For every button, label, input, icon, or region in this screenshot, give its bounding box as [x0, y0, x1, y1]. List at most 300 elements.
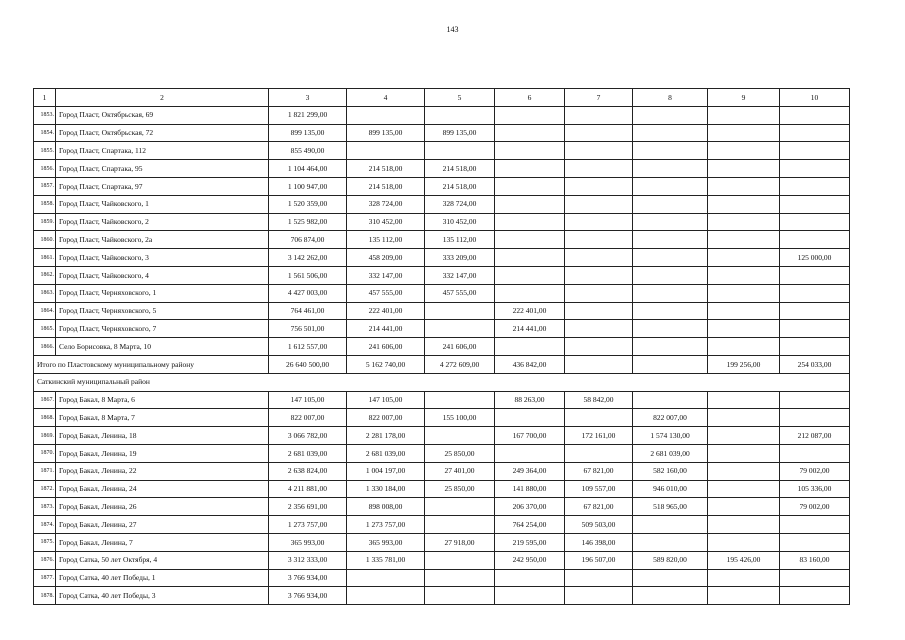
value-cell: 457 555,00 [425, 284, 495, 302]
value-cell: 241 606,00 [347, 338, 425, 356]
address-cell: Город Пласт, Чайковского, 4 [56, 266, 269, 284]
table-row [34, 142, 850, 160]
value-cell [495, 213, 565, 231]
value-cell [708, 480, 780, 498]
value-cell: 706 874,00 [269, 231, 347, 249]
address-cell: Город Бакал, Ленина, 24 [56, 480, 269, 498]
page-number: 143 [446, 25, 459, 34]
value-cell [565, 587, 633, 605]
value-cell [565, 124, 633, 142]
address-cell: Город Пласт, Чайковского, 3 [56, 249, 269, 267]
value-cell: 328 724,00 [425, 195, 495, 213]
value-cell [425, 302, 495, 320]
value-cell [565, 177, 633, 195]
value-cell: 2 281 178,00 [347, 427, 425, 445]
value-cell [708, 142, 780, 160]
value-cell [780, 320, 850, 338]
value-cell [780, 391, 850, 409]
column-header: 5 [425, 89, 495, 107]
value-cell: 899 135,00 [425, 124, 495, 142]
value-cell: 214 518,00 [425, 177, 495, 195]
value-cell [633, 213, 708, 231]
value-cell: 4 272 609,00 [425, 355, 495, 373]
table-row [34, 444, 850, 462]
value-cell: 899 135,00 [269, 124, 347, 142]
value-cell [708, 427, 780, 445]
value-cell [425, 142, 495, 160]
row-number: 1868. [34, 409, 56, 427]
column-header: 7 [565, 89, 633, 107]
table-row [34, 195, 850, 213]
value-cell [780, 106, 850, 124]
value-cell: 249 364,00 [495, 462, 565, 480]
value-cell [780, 142, 850, 160]
column-header: 1 [34, 89, 56, 107]
value-cell [495, 444, 565, 462]
address-cell: Город Пласт, Спартака, 95 [56, 160, 269, 178]
value-cell [780, 302, 850, 320]
value-cell [633, 124, 708, 142]
value-cell [708, 587, 780, 605]
value-cell: 3 766 934,00 [269, 569, 347, 587]
value-cell [633, 533, 708, 551]
value-cell [565, 106, 633, 124]
value-cell [633, 142, 708, 160]
value-cell: 2 638 824,00 [269, 462, 347, 480]
value-cell [495, 160, 565, 178]
value-cell [708, 569, 780, 587]
value-cell [565, 213, 633, 231]
table-row [34, 124, 850, 142]
value-cell [633, 302, 708, 320]
value-cell: 457 555,00 [347, 284, 425, 302]
value-cell: 1 821 299,00 [269, 106, 347, 124]
value-cell: 582 160,00 [633, 462, 708, 480]
value-cell: 67 821,00 [565, 498, 633, 516]
value-cell [425, 569, 495, 587]
address-cell: Город Бакал, Ленина, 19 [56, 444, 269, 462]
address-cell: Село Борисовка, 8 Марта, 10 [56, 338, 269, 356]
value-cell [495, 124, 565, 142]
value-cell [347, 106, 425, 124]
row-number: 1877. [34, 569, 56, 587]
value-cell: 1 273 757,00 [347, 516, 425, 534]
row-number: 1876. [34, 551, 56, 569]
value-cell [565, 249, 633, 267]
table-row [34, 231, 850, 249]
value-cell [780, 516, 850, 534]
value-cell: 135 112,00 [425, 231, 495, 249]
value-cell [708, 284, 780, 302]
value-cell [708, 213, 780, 231]
value-cell: 199 256,00 [708, 355, 780, 373]
value-cell [708, 409, 780, 427]
value-cell [708, 231, 780, 249]
row-number: 1866. [34, 338, 56, 356]
table-row [34, 302, 850, 320]
value-cell [633, 355, 708, 373]
value-cell: 2 356 691,00 [269, 498, 347, 516]
value-cell: 146 398,00 [565, 533, 633, 551]
address-cell: Город Пласт, Спартака, 97 [56, 177, 269, 195]
address-cell: Город Пласт, Октябрьская, 69 [56, 106, 269, 124]
table-body [34, 106, 850, 604]
row-number: 1865. [34, 320, 56, 338]
data-table [33, 88, 850, 605]
value-cell: 509 503,00 [565, 516, 633, 534]
value-cell [708, 302, 780, 320]
table-row [34, 160, 850, 178]
value-cell: 222 401,00 [495, 302, 565, 320]
value-cell: 332 147,00 [425, 266, 495, 284]
value-cell: 1 004 197,00 [347, 462, 425, 480]
value-cell [708, 391, 780, 409]
value-cell: 855 490,00 [269, 142, 347, 160]
value-cell: 822 007,00 [347, 409, 425, 427]
value-cell: 3 066 782,00 [269, 427, 347, 445]
value-cell: 135 112,00 [347, 231, 425, 249]
address-cell: Город Сатка, 40 лет Победы, 3 [56, 587, 269, 605]
value-cell: 898 008,00 [347, 498, 425, 516]
column-header: 6 [495, 89, 565, 107]
value-cell [633, 338, 708, 356]
header-row [34, 89, 850, 107]
value-cell: 3 142 262,00 [269, 249, 347, 267]
value-cell: 333 209,00 [425, 249, 495, 267]
value-cell [425, 498, 495, 516]
table-row [34, 338, 850, 356]
column-header: 10 [780, 89, 850, 107]
table-row [34, 427, 850, 445]
value-cell: 125 000,00 [780, 249, 850, 267]
value-cell [633, 106, 708, 124]
value-cell: 241 606,00 [425, 338, 495, 356]
value-cell [708, 266, 780, 284]
value-cell: 212 087,00 [780, 427, 850, 445]
value-cell: 310 452,00 [347, 213, 425, 231]
column-header: 3 [269, 89, 347, 107]
table-row [34, 320, 850, 338]
value-cell [633, 587, 708, 605]
value-cell: 214 518,00 [425, 160, 495, 178]
value-cell [633, 391, 708, 409]
value-cell: 2 681 039,00 [347, 444, 425, 462]
value-cell [780, 569, 850, 587]
row-number: 1873. [34, 498, 56, 516]
table-row [34, 284, 850, 302]
value-cell: 27 918,00 [425, 533, 495, 551]
value-cell: 458 209,00 [347, 249, 425, 267]
row-number: 1870. [34, 444, 56, 462]
value-cell: 5 162 740,00 [347, 355, 425, 373]
table-row [34, 587, 850, 605]
value-cell: 58 842,00 [565, 391, 633, 409]
table-row [34, 266, 850, 284]
address-cell: Город Бакал, 8 Марта, 7 [56, 409, 269, 427]
value-cell: 214 441,00 [495, 320, 565, 338]
value-cell [425, 551, 495, 569]
value-cell [780, 124, 850, 142]
row-number: 1872. [34, 480, 56, 498]
value-cell: 310 452,00 [425, 213, 495, 231]
value-cell [708, 160, 780, 178]
value-cell: 518 965,00 [633, 498, 708, 516]
address-cell: Город Пласт, Черняховского, 1 [56, 284, 269, 302]
row-number: 1856. [34, 160, 56, 178]
total-row [34, 355, 850, 373]
value-cell: 141 880,00 [495, 480, 565, 498]
value-cell: 1 273 757,00 [269, 516, 347, 534]
value-cell [708, 498, 780, 516]
value-cell [708, 124, 780, 142]
value-cell [708, 444, 780, 462]
value-cell [708, 320, 780, 338]
value-cell: 1 330 184,00 [347, 480, 425, 498]
value-cell [565, 409, 633, 427]
value-cell: 167 700,00 [495, 427, 565, 445]
table-row [34, 498, 850, 516]
address-cell: Город Пласт, Спартака, 112 [56, 142, 269, 160]
row-number: 1878. [34, 587, 56, 605]
address-cell: Город Сатка, 40 лет Победы, 1 [56, 569, 269, 587]
value-cell: 242 950,00 [495, 551, 565, 569]
row-number: 1858. [34, 195, 56, 213]
value-cell [565, 569, 633, 587]
value-cell [633, 249, 708, 267]
value-cell: 25 850,00 [425, 480, 495, 498]
value-cell: 206 370,00 [495, 498, 565, 516]
value-cell: 1 525 982,00 [269, 213, 347, 231]
value-cell [633, 177, 708, 195]
address-cell: Город Пласт, Чайковского, 1 [56, 195, 269, 213]
value-cell [565, 444, 633, 462]
value-cell: 195 426,00 [708, 551, 780, 569]
value-cell: 946 010,00 [633, 480, 708, 498]
value-cell [495, 106, 565, 124]
value-cell [708, 338, 780, 356]
address-cell: Город Бакал, Ленина, 27 [56, 516, 269, 534]
value-cell [425, 427, 495, 445]
value-cell: 764 254,00 [495, 516, 565, 534]
address-cell: Город Пласт, Чайковского, 2 [56, 213, 269, 231]
value-cell: 147 105,00 [347, 391, 425, 409]
value-cell [495, 569, 565, 587]
address-cell: Город Пласт, Черняховского, 7 [56, 320, 269, 338]
value-cell [495, 284, 565, 302]
value-cell: 365 993,00 [269, 533, 347, 551]
value-cell: 196 507,00 [565, 551, 633, 569]
value-cell [780, 587, 850, 605]
value-cell: 2 681 039,00 [633, 444, 708, 462]
row-number: 1861. [34, 249, 56, 267]
value-cell [780, 160, 850, 178]
value-cell [495, 195, 565, 213]
value-cell [347, 142, 425, 160]
value-cell: 147 105,00 [269, 391, 347, 409]
total-label: Итого по Пластовскому муниципальному району [34, 355, 269, 373]
table-row [34, 533, 850, 551]
value-cell: 79 002,00 [780, 462, 850, 480]
value-cell [780, 177, 850, 195]
value-cell: 589 820,00 [633, 551, 708, 569]
value-cell [708, 516, 780, 534]
row-number: 1854. [34, 124, 56, 142]
value-cell [425, 587, 495, 605]
value-cell: 822 007,00 [633, 409, 708, 427]
value-cell: 4 211 881,00 [269, 480, 347, 498]
value-cell [565, 231, 633, 249]
table-row [34, 551, 850, 569]
row-number: 1875. [34, 533, 56, 551]
value-cell: 26 640 500,00 [269, 355, 347, 373]
row-number: 1869. [34, 427, 56, 445]
value-cell [633, 284, 708, 302]
row-number: 1855. [34, 142, 56, 160]
value-cell [565, 338, 633, 356]
value-cell: 3 766 934,00 [269, 587, 347, 605]
table-row [34, 516, 850, 534]
row-number: 1874. [34, 516, 56, 534]
value-cell [347, 587, 425, 605]
value-cell [780, 231, 850, 249]
row-number: 1859. [34, 213, 56, 231]
value-cell: 1 561 506,00 [269, 266, 347, 284]
value-cell [708, 462, 780, 480]
value-cell [565, 302, 633, 320]
value-cell [495, 142, 565, 160]
address-cell: Город Бакал, Ленина, 18 [56, 427, 269, 445]
value-cell [565, 320, 633, 338]
table-row [34, 480, 850, 498]
value-cell [425, 320, 495, 338]
value-cell [780, 284, 850, 302]
value-cell [708, 106, 780, 124]
value-cell [347, 569, 425, 587]
value-cell: 1 100 947,00 [269, 177, 347, 195]
section-title: Саткинский муниципальный район [34, 373, 850, 391]
value-cell: 83 160,00 [780, 551, 850, 569]
value-cell [495, 266, 565, 284]
address-cell: Город Сатка, 50 лет Октября, 4 [56, 551, 269, 569]
row-number: 1864. [34, 302, 56, 320]
table-row [34, 106, 850, 124]
value-cell [495, 249, 565, 267]
value-cell [633, 516, 708, 534]
value-cell [780, 409, 850, 427]
row-number: 1862. [34, 266, 56, 284]
column-header: 8 [633, 89, 708, 107]
value-cell: 332 147,00 [347, 266, 425, 284]
table-row [34, 249, 850, 267]
value-cell: 88 263,00 [495, 391, 565, 409]
value-cell: 1 335 781,00 [347, 551, 425, 569]
value-cell [565, 160, 633, 178]
address-cell: Город Бакал, 8 Марта, 6 [56, 391, 269, 409]
row-number: 1860. [34, 231, 56, 249]
value-cell: 1 104 464,00 [269, 160, 347, 178]
table-row [34, 213, 850, 231]
value-cell [495, 409, 565, 427]
value-cell: 25 850,00 [425, 444, 495, 462]
value-cell [565, 142, 633, 160]
table-row [34, 569, 850, 587]
value-cell: 219 595,00 [495, 533, 565, 551]
value-cell [708, 249, 780, 267]
value-cell [495, 338, 565, 356]
row-number: 1871. [34, 462, 56, 480]
value-cell: 214 441,00 [347, 320, 425, 338]
value-cell: 67 821,00 [565, 462, 633, 480]
value-cell: 328 724,00 [347, 195, 425, 213]
address-cell: Город Пласт, Чайковского, 2а [56, 231, 269, 249]
address-cell: Город Бакал, Ленина, 22 [56, 462, 269, 480]
value-cell [780, 266, 850, 284]
table-row [34, 177, 850, 195]
value-cell [633, 320, 708, 338]
table-row [34, 391, 850, 409]
value-cell: 79 002,00 [780, 498, 850, 516]
value-cell: 2 681 039,00 [269, 444, 347, 462]
value-cell: 756 501,00 [269, 320, 347, 338]
value-cell [780, 195, 850, 213]
value-cell: 172 161,00 [565, 427, 633, 445]
value-cell: 764 461,00 [269, 302, 347, 320]
value-cell [565, 284, 633, 302]
value-cell [425, 106, 495, 124]
value-cell: 365 993,00 [347, 533, 425, 551]
value-cell [633, 160, 708, 178]
value-cell [780, 444, 850, 462]
table-row [34, 462, 850, 480]
value-cell: 254 033,00 [780, 355, 850, 373]
column-header: 4 [347, 89, 425, 107]
value-cell: 109 557,00 [565, 480, 633, 498]
address-cell: Город Бакал, Ленина, 7 [56, 533, 269, 551]
value-cell: 1 612 557,00 [269, 338, 347, 356]
value-cell [425, 516, 495, 534]
value-cell [780, 338, 850, 356]
value-cell: 214 518,00 [347, 160, 425, 178]
value-cell [495, 587, 565, 605]
value-cell: 1 520 359,00 [269, 195, 347, 213]
row-number: 1857. [34, 177, 56, 195]
value-cell [708, 195, 780, 213]
value-cell [565, 266, 633, 284]
address-cell: Город Пласт, Октябрьская, 72 [56, 124, 269, 142]
value-cell [425, 391, 495, 409]
value-cell [565, 195, 633, 213]
value-cell [633, 195, 708, 213]
address-cell: Город Бакал, Ленина, 26 [56, 498, 269, 516]
value-cell [565, 355, 633, 373]
value-cell: 4 427 003,00 [269, 284, 347, 302]
row-number: 1853. [34, 106, 56, 124]
row-number: 1863. [34, 284, 56, 302]
value-cell: 822 007,00 [269, 409, 347, 427]
table-row [34, 409, 850, 427]
value-cell [708, 533, 780, 551]
column-header: 9 [708, 89, 780, 107]
value-cell: 436 842,00 [495, 355, 565, 373]
value-cell [633, 569, 708, 587]
value-cell: 1 574 130,00 [633, 427, 708, 445]
section-row [34, 373, 850, 391]
value-cell: 3 312 333,00 [269, 551, 347, 569]
value-cell [780, 213, 850, 231]
value-cell [780, 533, 850, 551]
value-cell: 155 100,00 [425, 409, 495, 427]
value-cell [495, 231, 565, 249]
